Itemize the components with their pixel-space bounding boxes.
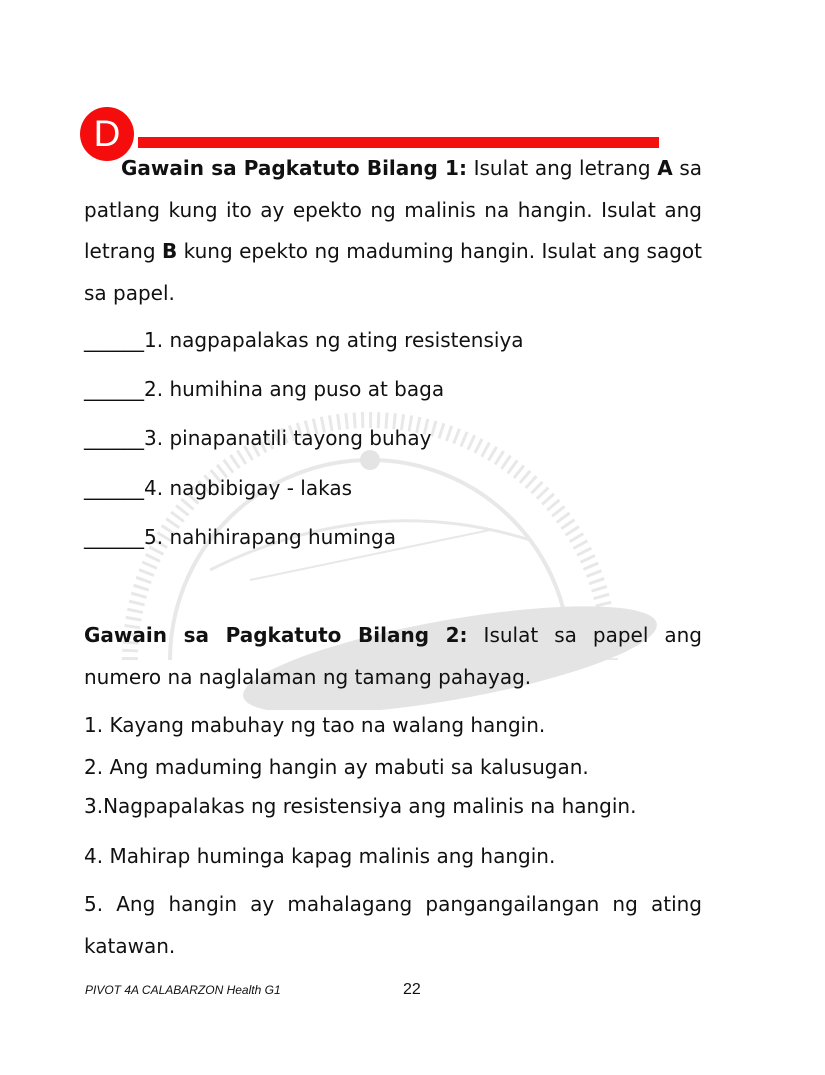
section-letter: D — [93, 113, 121, 154]
activity2-item: 2. Ang maduming hangin ay mabuti sa kalusugan. — [84, 755, 589, 779]
activity1-item: ______3. pinapanatili tayong buhay — [84, 426, 432, 450]
activity2-item: 3.Nagpapalakas ng resistensiya ang malinis na hangin. — [84, 794, 637, 818]
activity2-title: Gawain sa Pagkatuto Bilang 2: — [84, 623, 468, 647]
activity1-instr-a: Isulat ang letrang — [473, 156, 651, 180]
letter-b: B — [161, 239, 178, 263]
footer-source: PIVOT 4A CALABARZON Health G1 — [85, 983, 281, 997]
activity1-item: ______1. nagpapalakas ng ating resistensiya — [84, 328, 524, 352]
section-divider-bar — [138, 137, 659, 148]
activity1-instr-c: kung epekto ng maduming hangin. Isulat ang sagot sa papel. — [84, 239, 703, 305]
activity1-title: Gawain sa Pagkatuto Bilang 1: — [121, 156, 467, 180]
activity1-instructions — [84, 148, 702, 314]
activity1-item: ______4. nagbibigay - lakas — [84, 476, 353, 500]
activity2-item: 4. Mahirap huminga kapag malinis ang hangin. — [84, 844, 556, 868]
activity1-item: ______2. humihina ang puso at baga — [84, 377, 445, 401]
activity2-instructions — [84, 615, 702, 698]
activity1-item: ______5. nahihirapang huminga — [84, 525, 397, 549]
activity1-instr-b: sa patlang kung ito ay epekto ng malinis na hangin. Isulat ang letrang — [84, 156, 703, 263]
page-number: 22 — [403, 981, 421, 998]
activity2-instruction: Isulat sa papel ang numero na naglalaman ng tamang pahayag. — [84, 623, 702, 689]
activity2-item: 1. Kayang mabuhay ng tao na walang hangin. — [84, 713, 546, 737]
activity2-item: 5. Ang hangin ay mahalagang pangangailangan ng ating katawan. — [84, 892, 702, 958]
letter-a: A — [657, 156, 673, 180]
